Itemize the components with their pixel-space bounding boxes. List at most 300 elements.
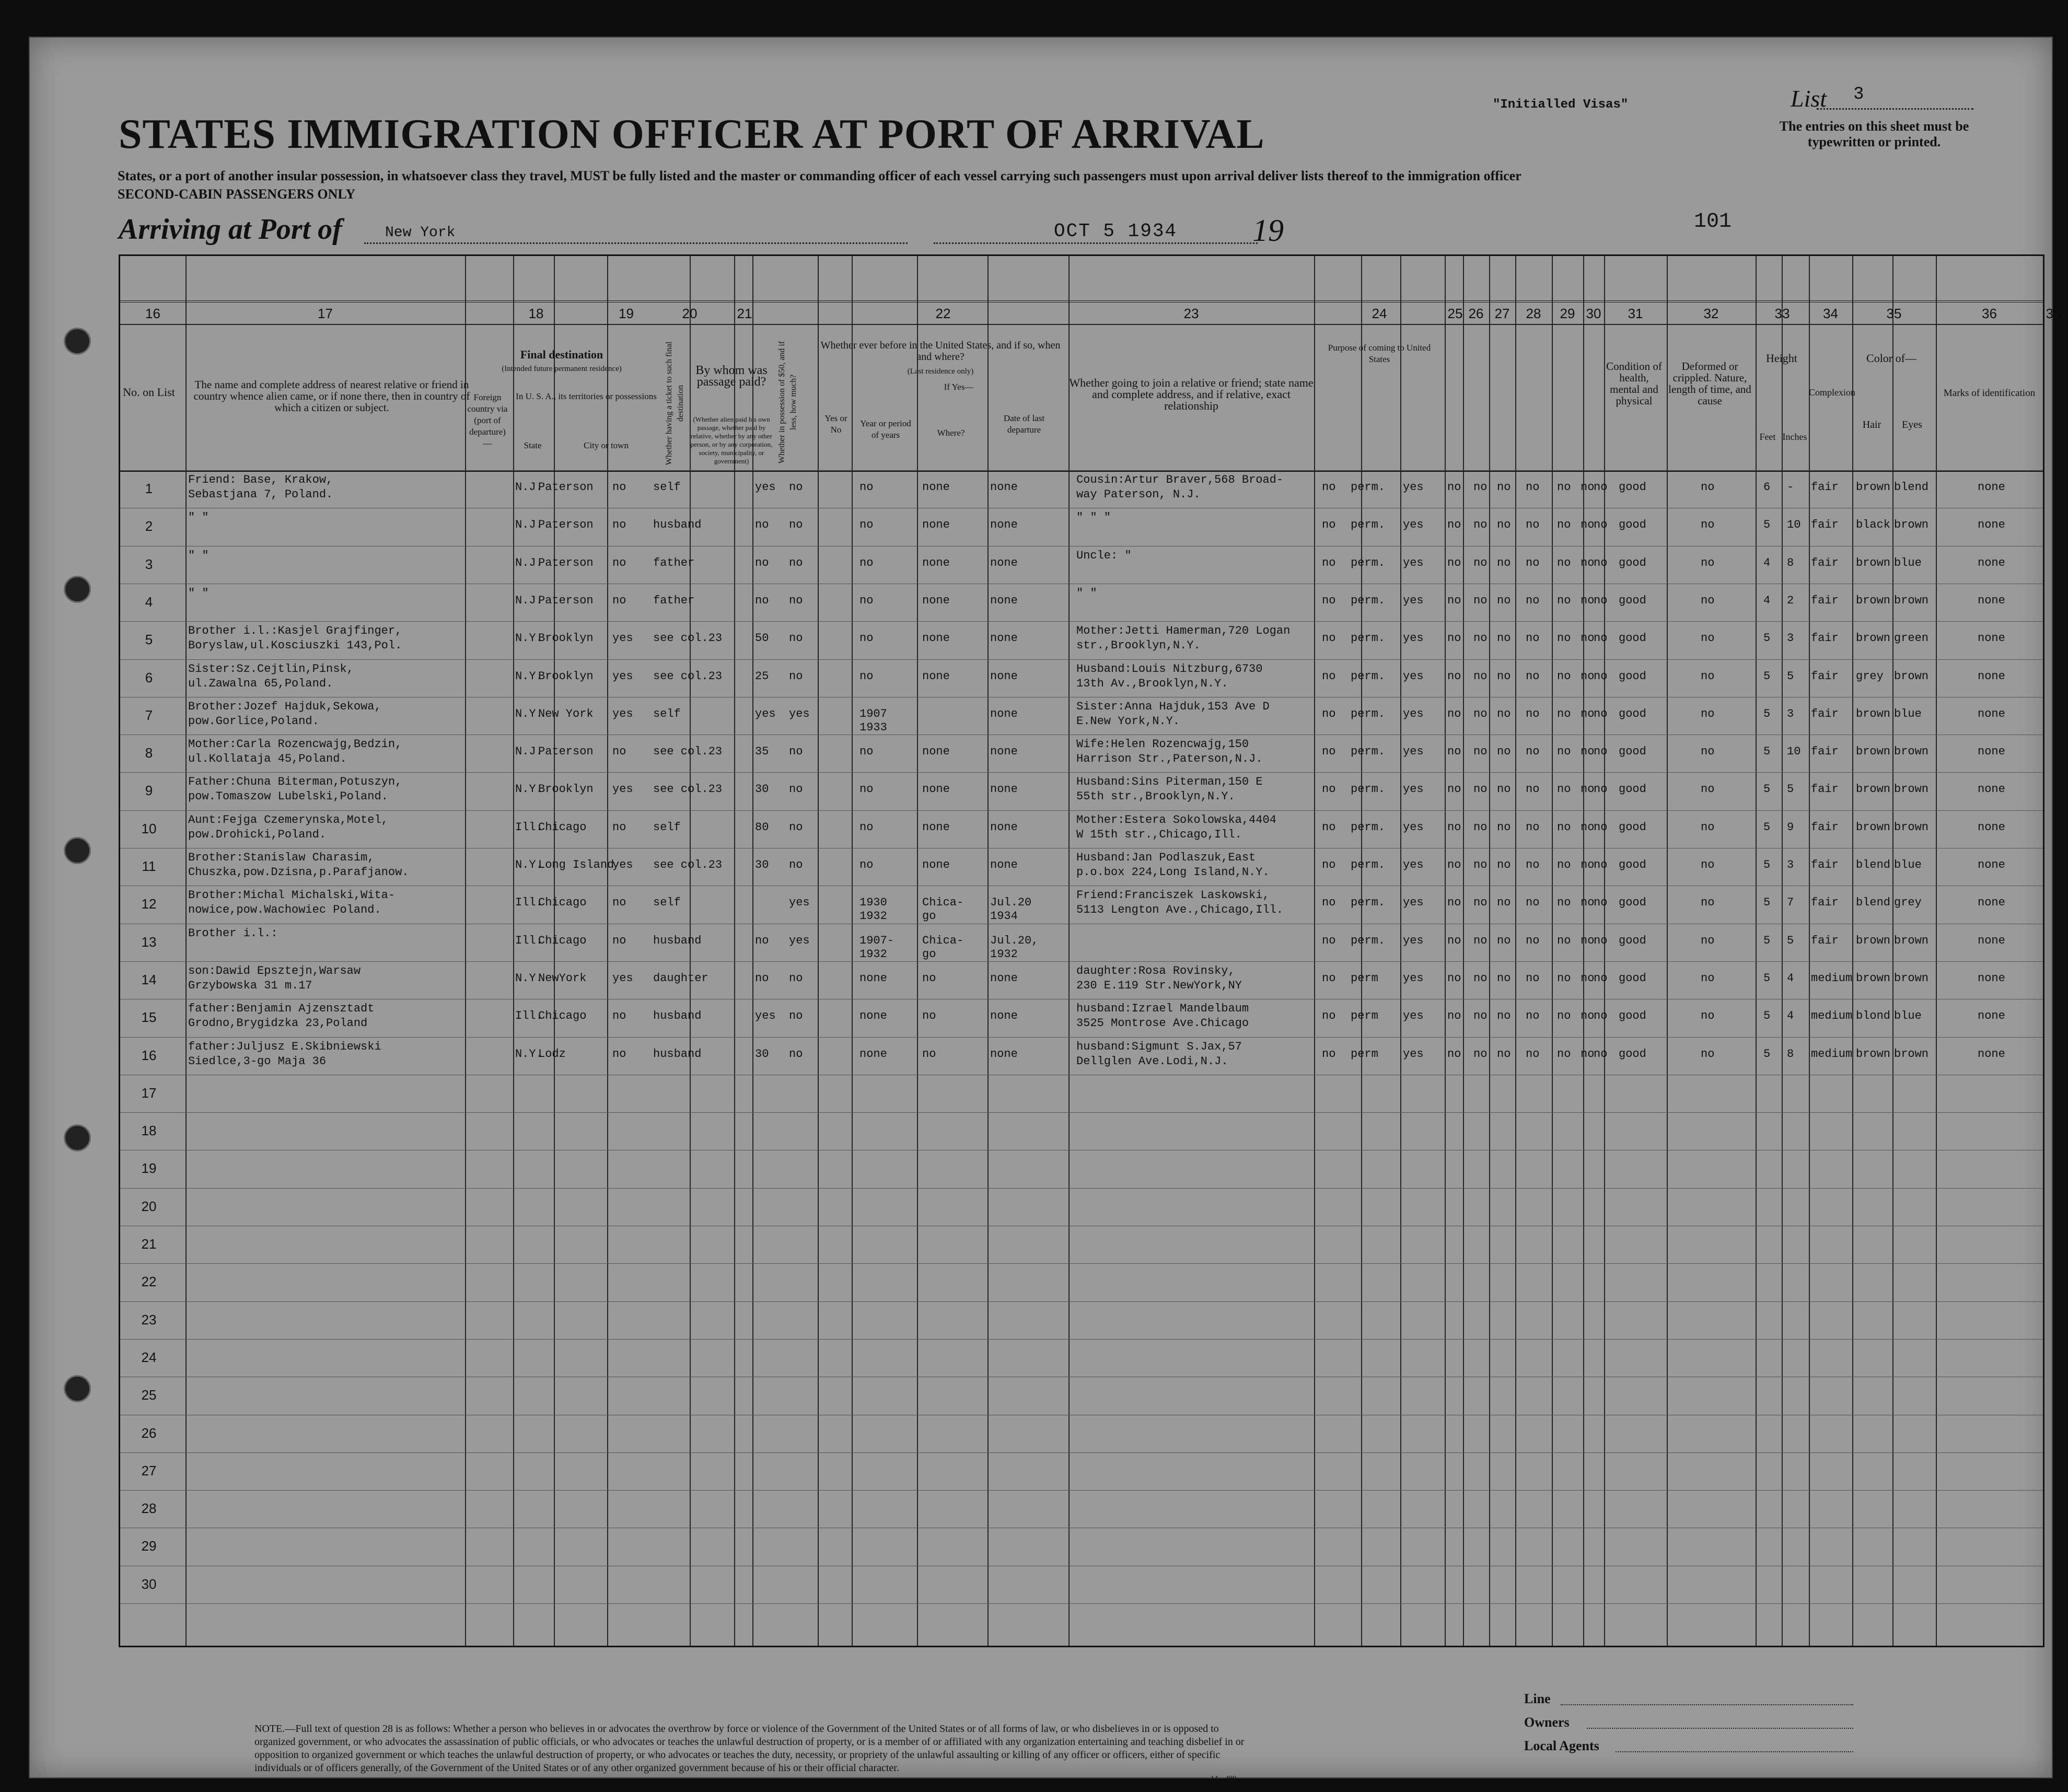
eye-color: brown <box>1894 783 1929 796</box>
height-feet: 5 <box>1763 858 1771 871</box>
hair-color: brown <box>1856 1047 1891 1061</box>
period-of-years: no <box>859 669 874 683</box>
purpose-cell: perm <box>1351 1009 1378 1023</box>
column-divider <box>1604 256 1605 1646</box>
row-number: 11 <box>142 858 156 874</box>
purpose-cell: no <box>1322 971 1336 985</box>
q25-cell: no <box>1447 896 1461 910</box>
purpose-cell: no <box>1322 594 1336 607</box>
identification-marks: none <box>1978 556 2005 569</box>
q27-cell: no <box>1497 481 1511 494</box>
eye-color: brown <box>1894 934 1929 947</box>
port-underline <box>364 242 908 244</box>
complexion-cell: fair <box>1811 858 1839 871</box>
q28-cell: no <box>1526 820 1540 834</box>
before-in-us: no <box>789 594 803 607</box>
health-cell: good <box>1619 518 1646 532</box>
where-cell: none <box>922 481 950 494</box>
passage-paid-by: self <box>653 820 681 834</box>
purpose-cell: no <box>1322 669 1336 683</box>
column-number: 33 <box>1774 306 1790 321</box>
purpose-cell: no <box>1322 1009 1336 1023</box>
health-cell: good <box>1619 556 1646 569</box>
where-cell: none <box>922 745 950 759</box>
ticket-cell: no <box>612 745 626 759</box>
hair-color: brown <box>1856 707 1891 720</box>
joining-relative: str.,Brooklyn,N.Y. <box>1076 639 1201 653</box>
destination-city: Paterson <box>538 745 594 759</box>
purpose-cell: yes <box>1403 745 1424 759</box>
identification-marks: none <box>1978 481 2005 494</box>
eye-color: brown <box>1894 1047 1929 1061</box>
where-cell: none <box>922 783 950 796</box>
q31-cell: no <box>1594 820 1608 834</box>
column-divider <box>1400 256 1401 1646</box>
col20-subheading: (Whether alien paid his own passage, whether paid by relative, whether by any other person, or by any corporation, society, municipality, or government) <box>690 415 773 465</box>
column-divider <box>1445 256 1446 1646</box>
where-cell: none <box>922 820 950 834</box>
row-number: 12 <box>141 896 157 912</box>
row-rule <box>120 1188 2043 1189</box>
relative-address: ul.Zawalna 65,Poland. <box>188 677 333 690</box>
column-divider <box>465 256 466 1646</box>
q29-cell: no <box>1557 707 1571 720</box>
q29-cell: no <box>1557 1047 1571 1061</box>
money-cell: no <box>755 556 769 569</box>
complexion-cell: fair <box>1811 556 1839 569</box>
health-cell: good <box>1619 934 1646 947</box>
health-cell: good <box>1619 896 1646 910</box>
joining-relative: W 15th str.,Chicago,Ill. <box>1076 828 1242 841</box>
relative-address: Brother:Stanislaw Charasim, <box>188 851 375 864</box>
q31-cell: no <box>1594 934 1608 947</box>
ticket-cell: yes <box>612 971 633 985</box>
col22-period: Year or period of years <box>860 418 911 440</box>
eye-color: brown <box>1894 669 1929 683</box>
period-of-years: no <box>859 556 874 569</box>
q28-cell: no <box>1526 707 1540 720</box>
q31-cell: no <box>1594 1047 1608 1061</box>
purpose-cell: perm. <box>1351 669 1386 683</box>
q27-cell: no <box>1497 934 1511 947</box>
relative-address: Sister:Sz.Cejtlin,Pinsk, <box>188 662 354 676</box>
joining-relative: p.o.box 224,Long Island,N.Y. <box>1076 866 1270 879</box>
q29-cell: no <box>1557 745 1571 759</box>
height-inches: 10 <box>1787 518 1801 532</box>
q26-cell: no <box>1473 1009 1488 1023</box>
identification-marks: none <box>1978 858 2005 871</box>
passage-paid-by: self <box>653 707 681 720</box>
owners-underline <box>1587 1728 1853 1729</box>
q28-cell: no <box>1526 783 1540 796</box>
q27-cell: no <box>1497 518 1511 532</box>
col23-heading: Whether going to join a relative or friend; state name and complete address, and if relative, exact relationship <box>1069 376 1314 412</box>
column-number: 35 <box>1886 306 1902 321</box>
deformed-cell: no <box>1701 1009 1715 1023</box>
row-number: 25 <box>141 1387 157 1403</box>
col22-subheading: (Last residence only) <box>907 367 974 376</box>
money-cell: yes <box>755 707 776 720</box>
health-cell: good <box>1619 783 1646 796</box>
q26-cell: no <box>1473 971 1488 985</box>
joining-relative: husband:Sigmunt S.Jax,57 <box>1076 1040 1242 1053</box>
hair-color: blend <box>1856 858 1891 871</box>
relative-address: Aunt:Fejga Czemerynska,Motel, <box>188 813 388 827</box>
passenger-class: SECOND-CABIN PASSENGERS ONLY <box>118 187 356 202</box>
q26-cell: no <box>1473 745 1488 759</box>
q31-cell: no <box>1594 518 1608 532</box>
health-cell: good <box>1619 858 1646 871</box>
complexion-cell: fair <box>1811 820 1839 834</box>
purpose-cell: yes <box>1403 783 1424 796</box>
relative-address: " " <box>188 511 209 525</box>
q26-cell: no <box>1473 896 1488 910</box>
col22-heading: Whether ever before in the United States, and if so, when and where? <box>820 340 1061 363</box>
row-number: 24 <box>141 1349 157 1365</box>
q25-cell: no <box>1447 594 1461 607</box>
column-number: 32 <box>1703 306 1719 321</box>
col21-heading: Whether in possession of $50, and if less, how much? <box>777 341 798 464</box>
hair-color: brown <box>1856 745 1891 759</box>
passage-paid-by: husband <box>653 1009 702 1023</box>
hair-color: brown <box>1856 632 1891 645</box>
destination-state: N.J. <box>515 594 543 607</box>
deformed-cell: no <box>1701 934 1715 947</box>
joining-relative: Cousin:Artur Braver,568 Broad- <box>1076 473 1284 486</box>
row-rule <box>120 1339 2043 1340</box>
height-feet: 4 <box>1763 556 1771 569</box>
colnum-rule <box>120 324 2043 325</box>
row-rule <box>120 810 2043 811</box>
q26-cell: no <box>1473 858 1488 871</box>
period-of-years: no <box>859 783 874 796</box>
column-number: 20 <box>682 306 698 321</box>
period-of-years: no <box>859 745 874 759</box>
period-of-years: none <box>859 971 887 985</box>
column-number: 37 <box>2046 306 2061 321</box>
column-number: 34 <box>1823 306 1838 321</box>
destination-state: N.Y. <box>515 632 543 645</box>
q29-cell: no <box>1557 896 1571 910</box>
row-number: 6 <box>145 669 153 685</box>
height-feet: 5 <box>1763 971 1771 985</box>
destination-state: N.J. <box>515 745 543 759</box>
complexion-cell: fair <box>1811 481 1839 494</box>
purpose-cell: perm. <box>1351 594 1386 607</box>
deformed-cell: no <box>1701 820 1715 834</box>
destination-city: Brooklyn <box>538 632 594 645</box>
q28-cell: no <box>1526 1047 1540 1061</box>
height-inches: 3 <box>1787 858 1794 871</box>
column-divider <box>1314 256 1315 1646</box>
column-divider <box>818 256 819 1646</box>
purpose-cell: no <box>1322 896 1336 910</box>
last-departure: none <box>990 481 1018 494</box>
binder-hole <box>64 1375 91 1402</box>
col24-heading: Purpose of coming to United States <box>1328 343 1431 364</box>
column-divider <box>1756 256 1757 1646</box>
column-divider <box>1809 256 1810 1646</box>
health-cell: good <box>1619 669 1646 683</box>
row-number: 7 <box>145 707 153 723</box>
purpose-cell: no <box>1322 783 1336 796</box>
arrival-date-stamp: OCT 5 1934 <box>1054 220 1178 242</box>
q25-cell: no <box>1447 556 1461 569</box>
column-divider <box>1552 256 1553 1646</box>
identification-marks: none <box>1978 632 2005 645</box>
q27-cell: no <box>1497 820 1511 834</box>
height-inches: 7 <box>1787 896 1794 910</box>
q31-cell: no <box>1594 707 1608 720</box>
column-divider <box>1936 256 1937 1646</box>
complexion-cell: fair <box>1811 518 1839 532</box>
joining-relative: Dellglen Ave.Lodi,N.J. <box>1076 1054 1228 1068</box>
column-number: 31 <box>1628 306 1643 321</box>
ticket-cell: no <box>612 481 626 494</box>
destination-state: N.Y. <box>515 858 543 871</box>
period-of-years: no <box>859 594 874 607</box>
passage-paid-by: see col.23 <box>653 669 723 683</box>
last-departure: none <box>990 556 1018 569</box>
column-number: 29 <box>1560 306 1575 321</box>
col18-state: State <box>524 440 542 450</box>
money-cell: no <box>755 518 769 532</box>
q25-cell: no <box>1447 971 1461 985</box>
period-of-years: no <box>859 820 874 834</box>
deformed-cell: no <box>1701 556 1715 569</box>
q29-cell: no <box>1557 858 1571 871</box>
complexion-cell: medium <box>1811 1047 1853 1061</box>
relative-address: pow.Drohicki,Poland. <box>188 828 327 841</box>
col34-inches: Inches <box>1782 432 1807 442</box>
height-feet: 4 <box>1763 594 1771 607</box>
q28-cell: no <box>1526 745 1540 759</box>
q29-cell: no <box>1557 971 1571 985</box>
health-cell: good <box>1619 481 1646 494</box>
money-cell: 25 <box>755 669 769 683</box>
joining-relative: E.New York,N.Y. <box>1076 714 1180 728</box>
row-number: 8 <box>145 745 153 761</box>
q29-cell: no <box>1557 632 1571 645</box>
money-cell: 35 <box>755 745 769 759</box>
hair-color: brown <box>1856 971 1891 985</box>
hair-color: brown <box>1856 820 1891 834</box>
q27-cell: no <box>1497 783 1511 796</box>
q31-cell: no <box>1594 745 1608 759</box>
joining-relative: Mother:Estera Sokolowska,4404 <box>1076 813 1276 827</box>
last-departure: none <box>990 594 1018 607</box>
complexion-cell: fair <box>1811 669 1839 683</box>
q26-cell: no <box>1473 594 1488 607</box>
purpose-cell: yes <box>1403 896 1424 910</box>
height-feet: 5 <box>1763 669 1771 683</box>
column-divider <box>1515 256 1516 1646</box>
q28-cell: no <box>1526 669 1540 683</box>
q30-cell: no <box>1581 934 1595 947</box>
q28-cell: no <box>1526 481 1540 494</box>
q26-cell: no <box>1473 518 1488 532</box>
destination-state: Ill. <box>515 1009 543 1023</box>
col16-heading: No. on List <box>123 386 175 399</box>
purpose-cell: perm. <box>1351 820 1386 834</box>
purpose-cell: no <box>1322 934 1336 947</box>
ticket-cell: yes <box>612 632 633 645</box>
q30-cell: no <box>1581 745 1595 759</box>
complexion-cell: fair <box>1811 896 1839 910</box>
column-number: 26 <box>1468 306 1484 321</box>
row-number: 27 <box>141 1462 157 1479</box>
where-cell: none <box>922 858 950 871</box>
before-in-us: no <box>789 971 803 985</box>
row-rule <box>120 1037 2043 1038</box>
complexion-cell: fair <box>1811 632 1839 645</box>
deformed-cell: no <box>1701 707 1715 720</box>
destination-state: N.Y. <box>515 783 543 796</box>
eye-color: blue <box>1894 858 1922 871</box>
before-in-us: no <box>789 1009 803 1023</box>
complexion-cell: fair <box>1811 707 1839 720</box>
before-in-us: no <box>789 1047 803 1061</box>
purpose-cell: no <box>1322 1047 1336 1061</box>
joining-relative: Uncle: " <box>1076 549 1132 562</box>
purpose-cell: yes <box>1403 934 1424 947</box>
height-feet: 5 <box>1763 518 1771 532</box>
column-divider <box>1463 256 1464 1646</box>
column-number: 28 <box>1526 306 1541 321</box>
ticket-cell: no <box>612 934 626 947</box>
destination-state: N.J. <box>515 556 543 569</box>
purpose-cell: perm. <box>1351 481 1386 494</box>
eye-color: brown <box>1894 518 1929 532</box>
purpose-cell: yes <box>1403 594 1424 607</box>
q27-cell: no <box>1497 707 1511 720</box>
q28-cell: no <box>1526 858 1540 871</box>
column-number: 17 <box>318 306 333 321</box>
q30-cell: no <box>1581 518 1595 532</box>
hair-color: brown <box>1856 594 1891 607</box>
q29-cell: no <box>1557 594 1571 607</box>
q28-cell: no <box>1526 1009 1540 1023</box>
ticket-cell: yes <box>612 669 633 683</box>
purpose-cell: perm. <box>1351 556 1386 569</box>
passage-paid-by: husband <box>653 518 702 532</box>
entries-note: The entries on this sheet must be typewritten or printed. <box>1779 119 1969 149</box>
deformed-cell: no <box>1701 594 1715 607</box>
before-in-us: no <box>789 632 803 645</box>
line-label: Line <box>1524 1691 1551 1706</box>
last-departure: none <box>990 783 1018 796</box>
purpose-cell: no <box>1322 820 1336 834</box>
column-number: 30 <box>1586 306 1601 321</box>
row-number: 30 <box>141 1576 157 1592</box>
destination-city: New York <box>538 707 594 720</box>
initialled-visas-label: "Initialled Visas" <box>1493 98 1629 112</box>
joining-relative: Harrison Str.,Paterson,N.J. <box>1076 752 1263 766</box>
manifest-sheet <box>29 37 2061 1783</box>
col36-eyes: Eyes <box>1902 419 1922 430</box>
q26-cell: no <box>1473 707 1488 720</box>
col33-heading: Deformed or crippled. Nature, length of time, and cause <box>1668 360 1751 407</box>
column-number: 16 <box>145 306 160 321</box>
col22-ifyes: If Yes— <box>944 382 974 392</box>
q29-cell: no <box>1557 1009 1571 1023</box>
column-divider <box>1361 256 1362 1646</box>
period-of-years: 1907 1933 <box>859 707 887 734</box>
column-divider <box>987 256 989 1646</box>
row-rule <box>120 1490 2043 1491</box>
height-inches: 10 <box>1787 745 1801 759</box>
relative-address: father:Juljusz E.Skibniewski <box>188 1040 381 1053</box>
purpose-cell: perm. <box>1351 745 1386 759</box>
eye-color: brown <box>1894 971 1929 985</box>
deformed-cell: no <box>1701 745 1715 759</box>
height-inches: 9 <box>1787 820 1794 834</box>
passage-paid-by: see col.23 <box>653 745 723 759</box>
height-inches: 4 <box>1787 971 1794 985</box>
before-in-us: yes <box>789 707 810 720</box>
relative-address: Boryslaw,ul.Kosciuszki 143,Pol. <box>188 639 402 653</box>
purpose-cell: perm. <box>1351 896 1386 910</box>
joining-relative: Wife:Helen Rozencwajg,150 <box>1076 738 1249 751</box>
health-cell: good <box>1619 971 1646 985</box>
before-in-us: no <box>789 481 803 494</box>
eye-color: green <box>1894 632 1929 645</box>
money-cell: 30 <box>755 1047 769 1061</box>
height-feet: 5 <box>1763 632 1771 645</box>
before-in-us: no <box>789 858 803 871</box>
period-of-years: no <box>859 632 874 645</box>
purpose-cell: perm. <box>1351 934 1386 947</box>
q25-cell: no <box>1447 669 1461 683</box>
q31-cell: no <box>1594 481 1608 494</box>
footer-note: NOTE.—Full text of question 28 is as follows: Whether a person who believes in or advocates the overthrow by force or violence of the Government of the United States or of all forms of law, or who disbelieves in or is opposed to organized government, or who advocates the assassination of public officials, or who advocates or teaches the unlawful destruction of property, or is a member of or affiliated with any organization entertaining and teaching disbelief in or opposition to organized government or which teaches the unlawful destruction of property, or who advocates or teaches the duty, necessity, or propriety of the unlawful assaulting or killing of any officer or officers, either of specific individuals or of officers generally, of the Government of the United States or of any other organized government because of his or their official character. <box>254 1723 1245 1774</box>
purpose-cell: no <box>1322 632 1336 645</box>
deformed-cell: no <box>1701 481 1715 494</box>
purpose-cell: no <box>1322 707 1336 720</box>
q28-cell: no <box>1526 556 1540 569</box>
purpose-cell: yes <box>1403 632 1424 645</box>
purpose-cell: perm. <box>1351 858 1386 871</box>
q30-cell: no <box>1581 971 1595 985</box>
relative-address: Siedlce,3-go Maja 36 <box>188 1054 327 1068</box>
joining-relative: 5113 Lengton Ave.,Chicago,Ill. <box>1076 903 1284 917</box>
passage-paid-by: self <box>653 481 681 494</box>
q31-cell: no <box>1594 594 1608 607</box>
where-cell: no <box>922 1047 936 1061</box>
q27-cell: no <box>1497 594 1511 607</box>
row-rule <box>120 659 2043 660</box>
q26-cell: no <box>1473 632 1488 645</box>
column-number: 25 <box>1447 306 1463 321</box>
height-feet: 5 <box>1763 934 1771 947</box>
destination-state: Ill. <box>515 934 543 947</box>
col22-where: Where? <box>937 428 965 438</box>
relative-address: Sebastjana 7, Poland. <box>188 488 333 501</box>
passage-paid-by: see col.23 <box>653 783 723 796</box>
purpose-cell: perm <box>1351 971 1378 985</box>
purpose-cell: yes <box>1403 1009 1424 1023</box>
before-in-us: no <box>789 518 803 532</box>
owners-label: Owners <box>1524 1715 1570 1730</box>
binder-hole <box>64 1124 91 1151</box>
q27-cell: no <box>1497 896 1511 910</box>
form-number: 14—480 <box>1211 1775 1236 1783</box>
q29-cell: no <box>1557 518 1571 532</box>
row-rule <box>120 1301 2043 1302</box>
col20-heading: By whom was passage paid? <box>695 364 768 389</box>
identification-marks: none <box>1978 1009 2005 1023</box>
joining-relative: " " " <box>1076 511 1111 525</box>
